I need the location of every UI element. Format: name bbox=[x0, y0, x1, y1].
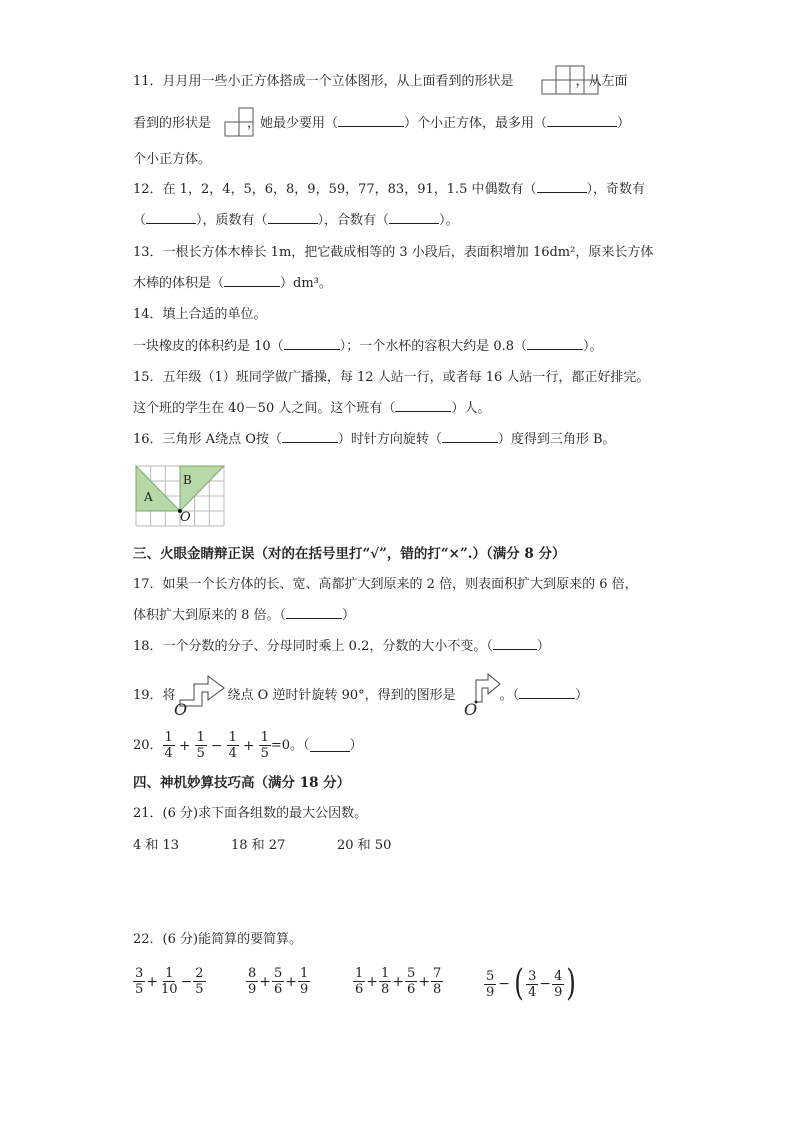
q20-blank[interactable] bbox=[310, 739, 350, 752]
q13-line1: 13．一根长方体木棒长 1m，把它截成相等的 3 小段后，表面积增加 16dm²，原来长方体 bbox=[133, 245, 654, 260]
top-view-figure bbox=[541, 64, 601, 96]
section-4-heading: 四、神机妙算技巧高（满分 18 分） bbox=[133, 775, 351, 791]
q11-line3: 个小正方体。 bbox=[133, 152, 212, 167]
q12-line2: （ ），质数有（ ），合数有（ ）。 bbox=[133, 213, 459, 228]
q17-line1: 17．如果一个长方体的长、宽、高都扩大到原来的 2 倍，则表面积扩大到原来的 6 倍， bbox=[133, 577, 638, 592]
q14-blank-cup-unit[interactable] bbox=[527, 337, 583, 350]
q17-line2: 体积扩大到原来的 8 倍。（ ） bbox=[133, 608, 356, 623]
left-view-figure bbox=[224, 106, 256, 138]
q11-line1: 11．月月用一些小正方体搭成一个立体图形，从上面看到的形状是 ，从左面 bbox=[133, 74, 628, 89]
q16-line1: 16．三角形 A绕点 O按（ ）时针方向旋转（ ）度得到三角形 B。 bbox=[133, 432, 616, 447]
fraction: $\frac{1}{5}$ bbox=[260, 730, 269, 761]
q18-line1: 18．一个分数的分子、分母同时乘上 0.2，分数的大小不变。（ ） bbox=[133, 639, 550, 654]
triangle-a bbox=[136, 466, 180, 511]
q15-blank-count[interactable] bbox=[395, 399, 451, 412]
label-o: O bbox=[180, 510, 191, 525]
q12-blank-even[interactable] bbox=[537, 180, 587, 193]
q14-line2: 一块橡皮的体积约是 10（ ）；一个水杯的容积大约是 0.8（ ）。 bbox=[133, 339, 603, 354]
q19-blank[interactable] bbox=[519, 686, 575, 699]
label-a: A bbox=[144, 490, 153, 504]
q22-expr-3: $\frac{1}{6}$ + $\frac{1}{8}$ + $\frac{5}{6}$ + $\frac{7}{8}$ bbox=[355, 966, 442, 997]
q15-line1: 15．五年级（1）班同学做广播操，每 12 人站一行，或者每 16 人站一行，都正好排完。 bbox=[133, 370, 650, 385]
fraction: $\frac{1}{5}$ bbox=[196, 730, 205, 761]
q19-o-label-2: O bbox=[464, 700, 478, 719]
q21-line1: 21．(6 分)求下面各组数的最大公因数。 bbox=[133, 806, 368, 821]
q22-line1: 22．(6 分)能简算的要简算。 bbox=[133, 932, 303, 947]
q12-blank-composite[interactable] bbox=[389, 211, 439, 224]
label-b: B bbox=[183, 473, 192, 487]
q22-expr-1: $\frac{3}{5}$ + $\frac{1}{10}$ − $\frac{2}{5}$ bbox=[135, 966, 204, 997]
q20-expression: 20． $\frac{1}{4}$ + $\frac{1}{5}$ − $\frac{1}{4}$ + $\frac{1}{5}$ =0。（ ） bbox=[133, 730, 363, 761]
q17-blank[interactable] bbox=[286, 606, 342, 619]
q12-blank-odd[interactable] bbox=[146, 211, 196, 224]
fraction: $\frac{1}{4}$ bbox=[228, 730, 237, 761]
q12-line1: 12．在 1，2，4，5，6，8，9，59，77，83，91，1.5 中偶数有（ ），奇数有 bbox=[133, 182, 646, 197]
q19-o-label-1: O bbox=[174, 700, 188, 719]
q21-pair-3: 20 和 50 bbox=[337, 838, 392, 853]
q21-pair-2: 18 和 27 bbox=[231, 838, 286, 853]
fraction: $\frac{1}{4}$ bbox=[164, 730, 173, 761]
q19-line1: 19．将 绕点 O 逆时针旋转 90°，得到的图形是 。（ ） bbox=[133, 688, 589, 703]
q22-expr-2: $\frac{8}{9}$ + $\frac{5}{6}$ + $\frac{1}{9}$ bbox=[248, 966, 309, 997]
q13-blank-volume[interactable] bbox=[224, 274, 280, 287]
q16-blank-direction[interactable] bbox=[282, 430, 338, 443]
q11-blank-max[interactable] bbox=[547, 114, 617, 127]
q16-blank-degrees[interactable] bbox=[442, 430, 498, 443]
q13-line2: 木棒的体积是（ ）dm³。 bbox=[133, 276, 332, 291]
section-3-heading: 三、火眼金睛辩正误（对的在括号里打“√”，错的打“×”.）（满分 8 分） bbox=[133, 546, 566, 562]
q22-expr-4: $\frac{5}{9}$ − ( $\frac{3}{4}$ − $\frac{4}{9}$ ) bbox=[486, 963, 577, 1004]
q15-line2: 这个班的学生在 40－50 人之间。这个班有（ ）人。 bbox=[133, 401, 491, 416]
q11-blank-min[interactable] bbox=[338, 114, 404, 127]
q21-pair-1: 4 和 13 bbox=[133, 838, 180, 853]
q14-blank-eraser-unit[interactable] bbox=[284, 337, 340, 350]
q12-blank-prime[interactable] bbox=[268, 211, 318, 224]
q11-line2: 看到的形状是 ，她最少要用（ ）个小正方体，最多用（ ） bbox=[133, 116, 631, 131]
q14-line1: 14．填上合适的单位。 bbox=[133, 307, 267, 322]
q18-blank[interactable] bbox=[493, 637, 537, 650]
